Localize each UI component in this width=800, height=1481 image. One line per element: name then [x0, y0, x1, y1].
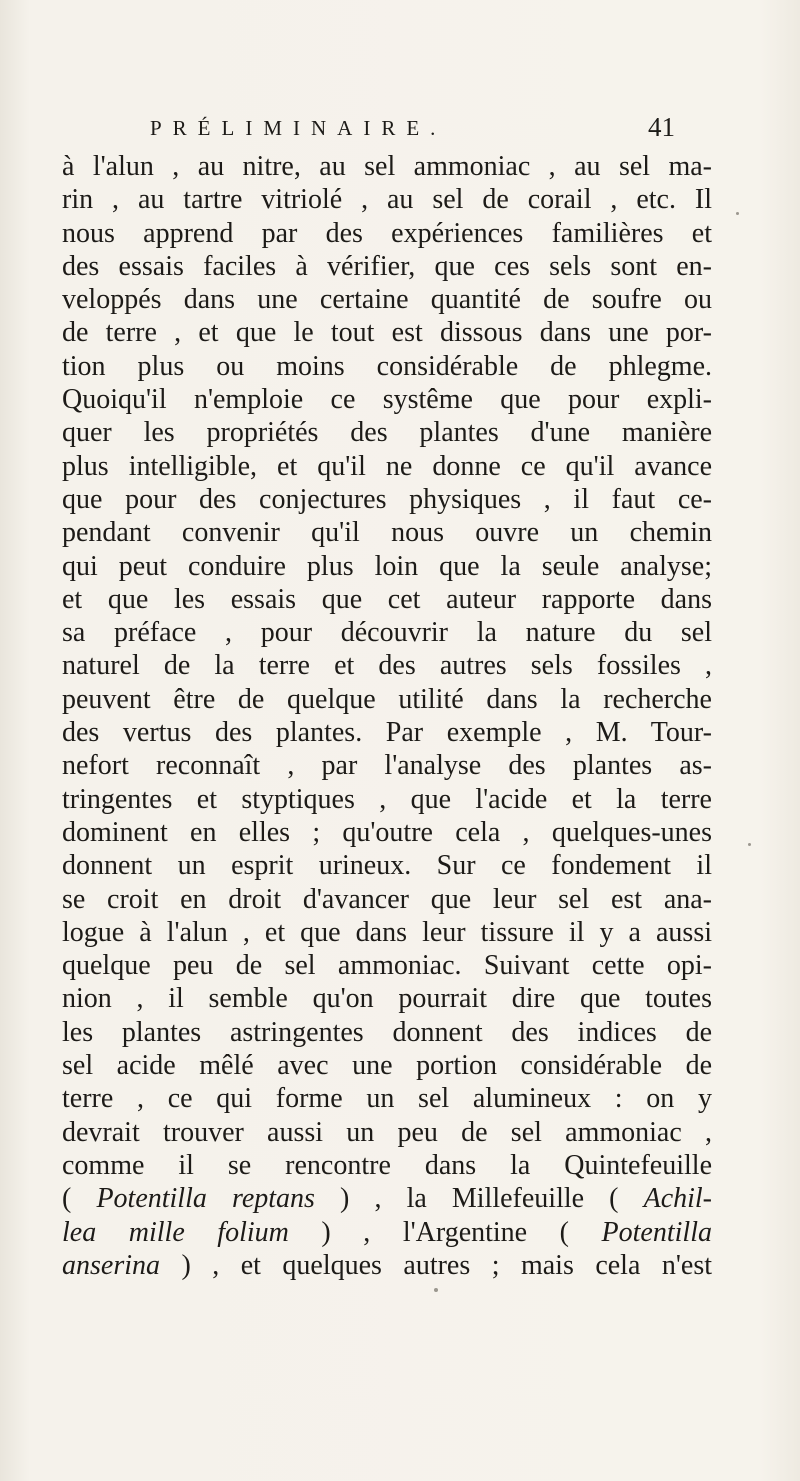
text-line: des vertus des plantes. Par exemple , M. Tour- [62, 717, 712, 749]
text-line: devrait trouver aussi un peu de sel ammoniac , [62, 1116, 712, 1148]
text-fragment: ) , la Millefeuille ( [314, 1183, 644, 1215]
text-line: se croit en droit d'avancer que leur sel est ana- [62, 883, 712, 915]
text-line: logue à l'alun , et que dans leur tissure il y a aussi [62, 916, 712, 948]
text-line: des essais faciles à vérifier, que ces sels sont en- [62, 250, 712, 282]
text-line: plus intelligible, et qu'il ne donne ce qu'il avance [62, 450, 712, 482]
text-fragment: ) , l'Argentine ( [288, 1216, 602, 1248]
text-line: quelque peu de sel ammoniac. Suivant cette opi- [62, 950, 712, 982]
latin-name-italic: Potentilla [601, 1216, 712, 1248]
latin-name-italic: lea mille folium [62, 1216, 289, 1248]
text-line: tringentes et styptiques , que l'acide et la terre [62, 783, 712, 815]
text-fragment: ( [62, 1183, 97, 1215]
text-line: nion , il semble qu'on pourrait dire que toutes [62, 983, 712, 1015]
text-line: pendant convenir qu'il nous ouvre un chemin [62, 517, 712, 549]
paper-speck [748, 843, 751, 846]
text-line: sa préface , pour découvrir la nature du sel [62, 617, 712, 649]
text-line: naturel de la terre et des autres sels fossiles , [62, 650, 712, 682]
text-line: rin , au tartre vitriolé , au sel de corail , etc. Il [62, 184, 712, 216]
text-line: qui peut conduire plus loin que la seule analyse; [62, 550, 712, 582]
text-line: et que les essais que cet auteur rapporte dans [62, 583, 712, 615]
text-line: nous apprend par des expériences familières et [62, 217, 712, 249]
text-line: dominent en elles ; qu'outre cela , quelques-unes [62, 816, 712, 848]
body-text [62, 150, 712, 1282]
text-line: terre , ce qui forme un sel alumineux : on y [62, 1083, 712, 1115]
text-line: nefort reconnaît , par l'analyse des plantes as- [62, 750, 712, 782]
latin-name-italic: Achil- [643, 1183, 713, 1215]
text-line: que pour des conjectures physiques , il faut ce- [62, 483, 712, 515]
text-line-italic-mix [62, 1216, 712, 1249]
page-number: 41 [648, 112, 675, 142]
text-line: veloppés dans une certaine quantité de soufre ou [62, 284, 712, 316]
text-line: tion plus ou moins considérable de phlegme. [62, 350, 712, 382]
text-line: donnent un esprit urineux. Sur ce fondement il [62, 850, 712, 882]
text-line: sel acide mêlé avec une portion considérable de [62, 1050, 712, 1082]
latin-name-italic: Potentilla reptans [96, 1183, 315, 1215]
text-fragment: ) , et quelques autres ; mais cela n'est [160, 1249, 712, 1281]
paper-speck [736, 212, 739, 215]
text-line-italic-mix [62, 1249, 712, 1282]
text-line: les plantes astringentes donnent des indices de [62, 1016, 712, 1048]
text-line: peuvent être de quelque utilité dans la recherche [62, 683, 712, 715]
text-line: comme il se rencontre dans la Quintefeuille [62, 1149, 712, 1181]
paper-speck [434, 1288, 438, 1292]
text-line: de terre , et que le tout est dissous dans une por- [62, 317, 712, 349]
text-line-italic-mix [62, 1182, 712, 1215]
latin-name-italic: anserina [62, 1249, 160, 1281]
text-line: Quoiqu'il n'emploie ce systême que pour expli- [62, 384, 712, 416]
running-head: PRÉLIMINAIRE. [150, 116, 447, 140]
text-line: à l'alun , au nitre, au sel ammoniac , au sel ma- [62, 151, 712, 182]
text-line: quer les propriétés des plantes d'une manière [62, 417, 712, 449]
